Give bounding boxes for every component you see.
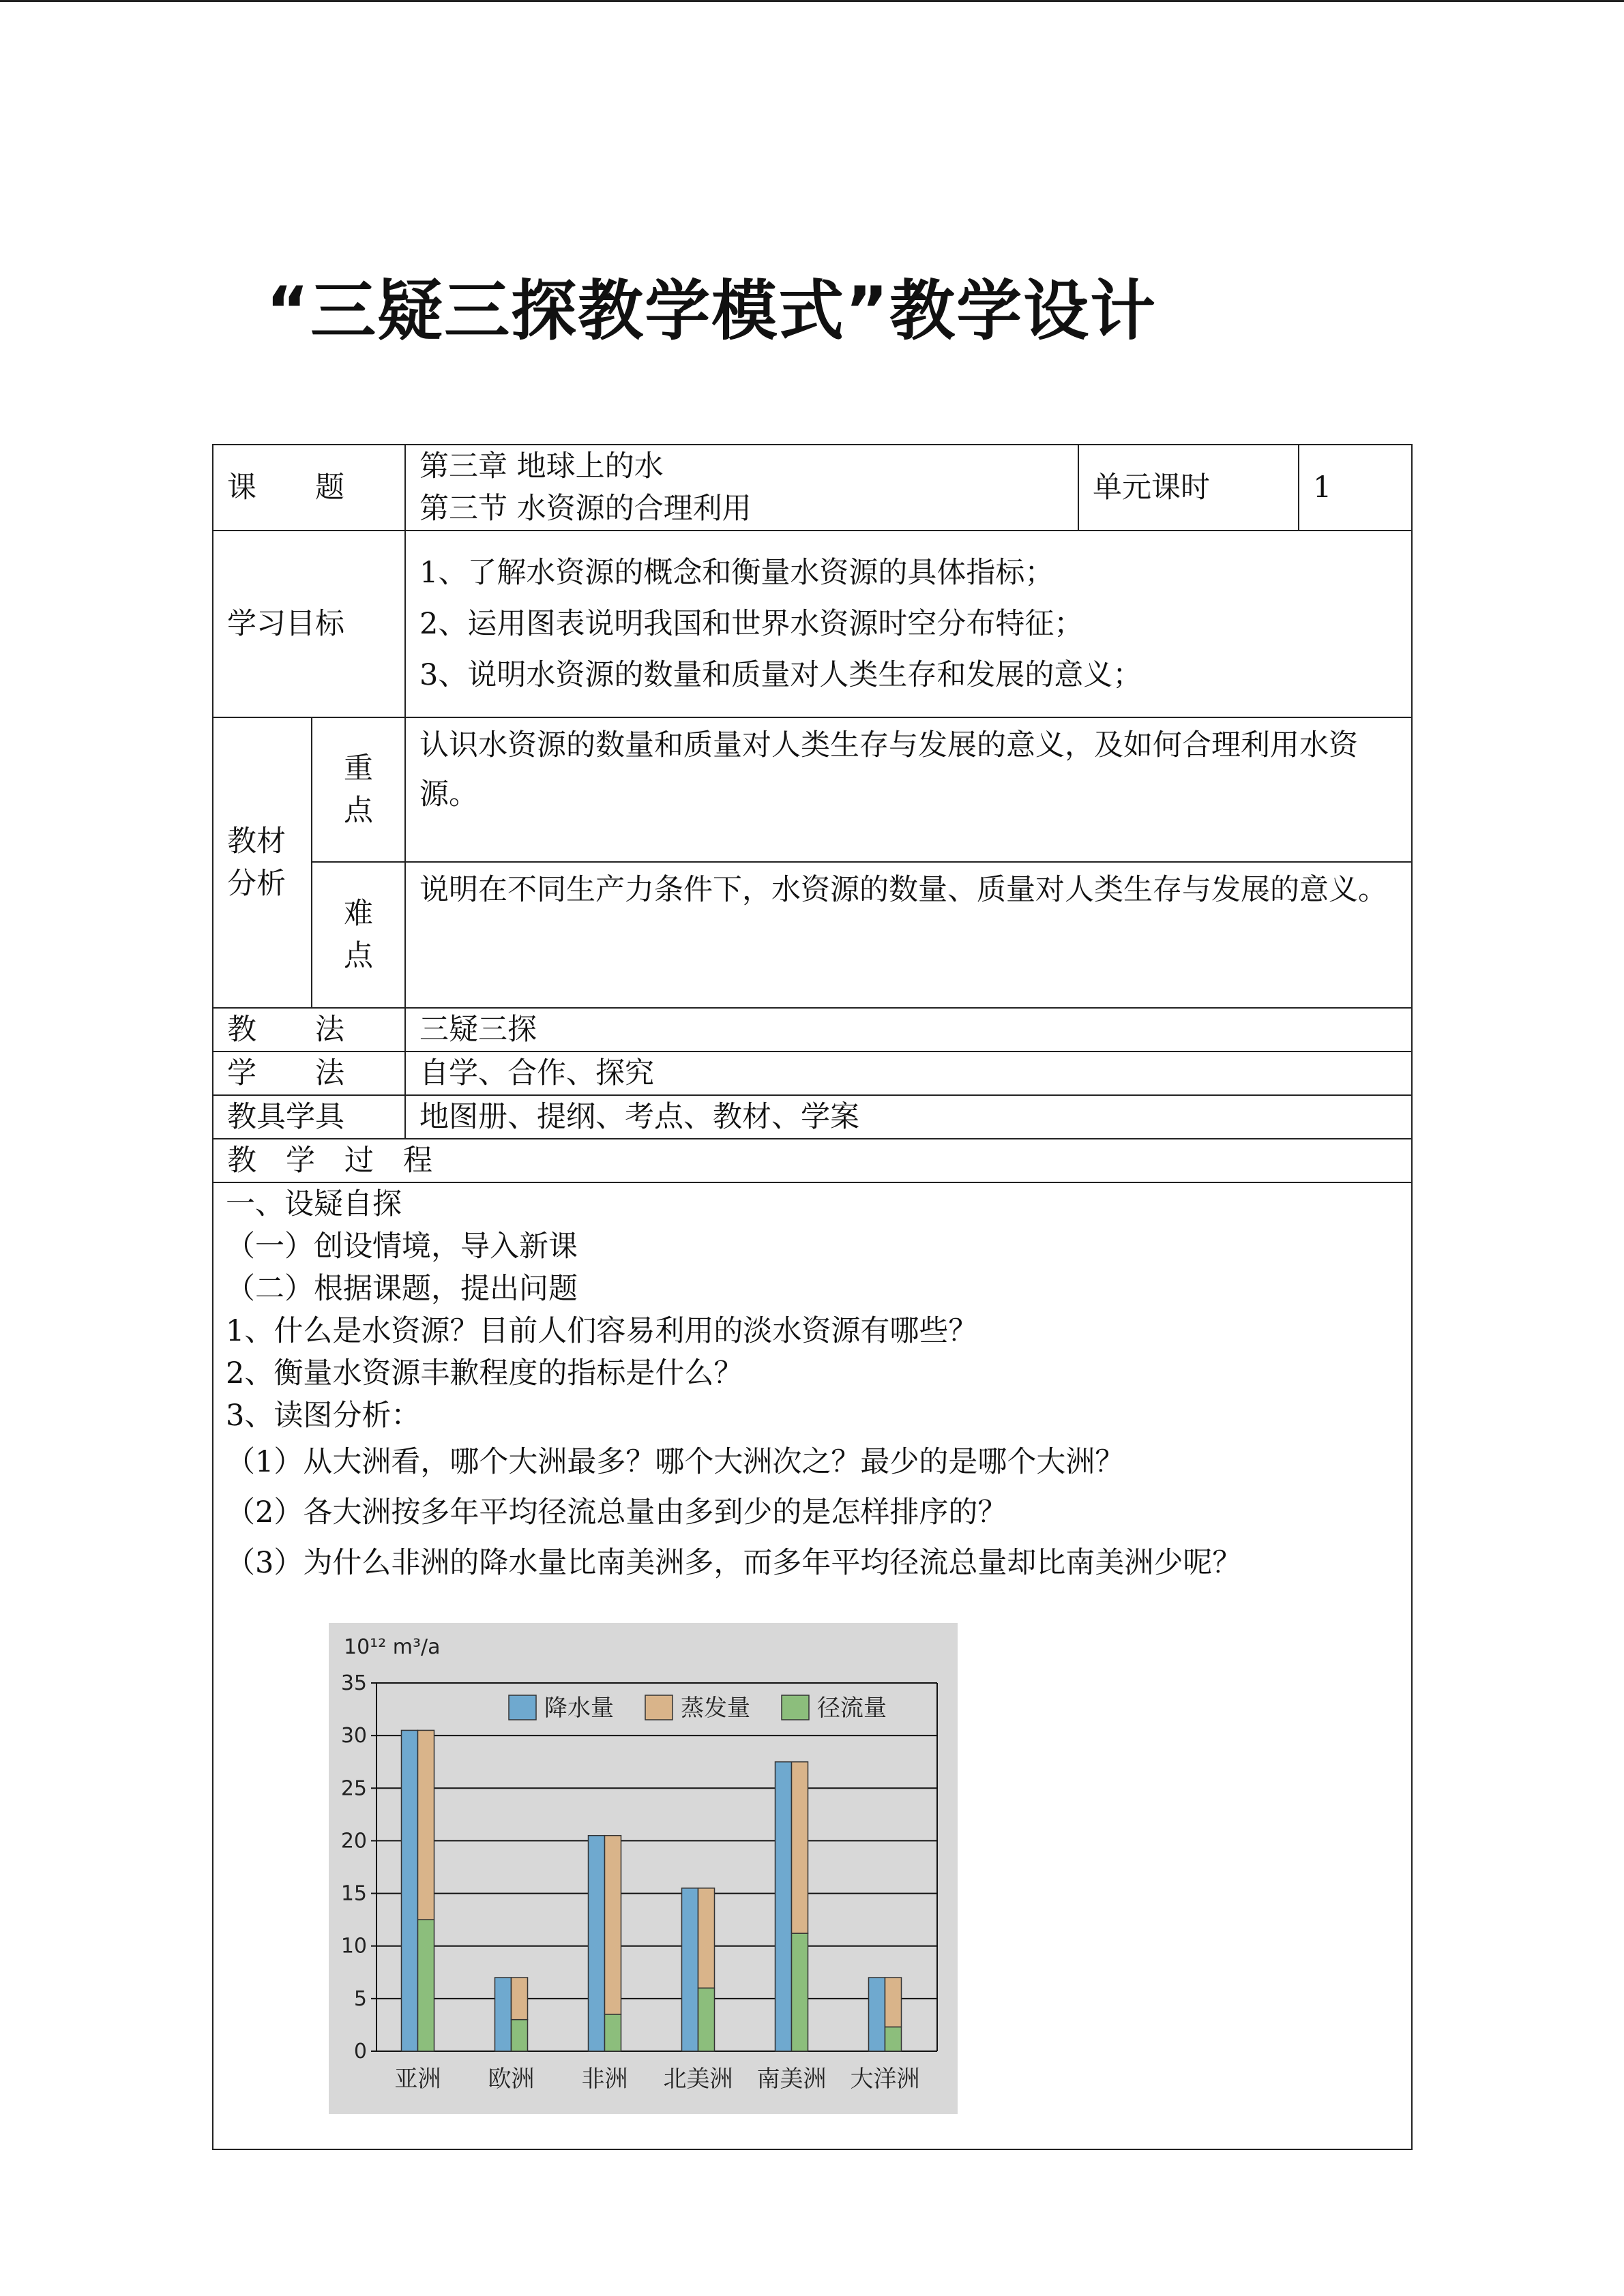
process-line: （1）从大洲看，哪个大洲最多？哪个大洲次之？最少的是哪个大洲？ [226,1445,1125,1479]
key-label: 重点 [312,717,405,862]
goal-item: 1、了解水资源的概念和衡量水资源的具体指标； [419,555,1054,590]
topic-chapter: 第三章 地球上的水 [419,449,664,483]
y-tick-label: 20 [340,1829,367,1853]
method-label: 教 法 [213,1008,405,1052]
process-line: 3、读图分析： [226,1399,421,1433]
bar-runoff [418,1920,434,2051]
key-text: 认识水资源的数量和质量对人类生存与发展的意义，及如何合理利用水资源。 [405,717,1412,862]
difficult-text: 说明在不同生产力条件下，水资源的数量、质量对人类生存与发展的意义。 [405,862,1412,1008]
bar-evaporation [698,1888,715,1988]
process-line: 2、衡量水资源丰歉程度的指标是什么？ [226,1356,743,1390]
topic-section: 第三节 水资源的合理利用 [419,492,752,526]
difficult-label: 难点 [312,862,405,1008]
row-teaching-method [213,1008,1412,1052]
x-tick-label: 北美洲 [663,2066,733,2093]
topic-label: 课 题 [227,471,344,505]
method-value: 三疑三探 [405,1008,1412,1052]
process-header: 教 学 过 程 [213,1139,1412,1182]
y-tick-label: 5 [353,1986,367,2011]
unit-hours-value: 1 [1299,445,1412,531]
chart-svg [329,1623,958,2114]
row-goals [213,531,1412,717]
bar-precipitation [776,1762,792,2051]
top-border-line [0,0,1624,2]
bar-runoff [605,2014,621,2051]
y-tick-label: 30 [340,1724,367,1748]
analysis-label: 教材分析 [213,717,312,1008]
bar-precipitation [495,1978,512,2051]
bar-evaporation [512,1978,528,2020]
bar-precipitation [869,1978,885,2051]
legend-label: 径流量 [817,1695,887,1722]
row-key-point [213,717,1412,862]
x-tick-label: 南美洲 [756,2066,827,2093]
unit-hours-label: 单元课时 [1078,445,1299,531]
water-balance-chart [329,1623,958,2114]
legend-swatch [645,1695,673,1720]
y-tick-label: 15 [340,1881,367,1906]
legend-swatch [509,1695,536,1720]
topic-value-cell [405,445,1078,531]
process-line: （2）各大洲按多年平均径流总量由多到少的是怎样排序的？ [226,1495,1007,1530]
row-process-header [213,1139,1412,1182]
bar-precipitation [682,1888,698,2051]
study-label: 学 法 [213,1052,405,1095]
legend-label: 蒸发量 [681,1695,750,1722]
process-line: （一）创设情境，导入新课 [226,1229,578,1264]
bar-precipitation [589,1836,605,2051]
x-tick-label: 大洋洲 [850,2066,920,2093]
y-tick-label: 25 [340,1776,367,1801]
y-tick-label: 10 [340,1934,367,1958]
x-tick-label: 亚洲 [394,2066,441,2093]
row-difficult-point [213,862,1412,1008]
x-tick-label: 非洲 [581,2066,628,2093]
bar-evaporation [792,1762,808,1933]
tools-value: 地图册、提纲、考点、教材、学案 [405,1095,1412,1139]
bar-evaporation [418,1730,434,1920]
y-tick-label: 0 [353,2040,367,2063]
bar-precipitation [402,1730,418,2051]
process-line: （二）根据课题，提出问题 [226,1272,578,1306]
goal-item: 2、运用图表说明我国和世界水资源时空分布特征； [419,606,1084,641]
goals-cell [405,531,1412,717]
bar-evaporation [885,1978,902,2027]
x-tick-label: 欧洲 [488,2066,535,2093]
legend-swatch [782,1695,809,1720]
row-tools [213,1095,1412,1139]
bar-evaporation [605,1836,621,2014]
process-line: 1、什么是水资源？目前人们容易利用的淡水资源有哪些？ [226,1314,978,1348]
study-value: 自学、合作、探究 [405,1052,1412,1095]
row-topic [213,445,1412,531]
bar-runoff [698,1988,715,2051]
goals-label: 学习目标 [213,531,405,717]
y-tick-label: 35 [340,1671,367,1695]
topic-label-cell [213,445,405,531]
legend-label: 降水量 [544,1695,614,1722]
tools-label: 教具学具 [213,1095,405,1139]
process-line: （3）为什么非洲的降水量比南美洲多，而多年平均径流总量却比南美洲少呢？ [226,1546,1242,1580]
bar-runoff [885,2027,902,2051]
process-line: 一、设疑自探 [226,1187,402,1221]
goal-item: 3、说明水资源的数量和质量对人类生存和发展的意义； [419,657,1142,692]
bar-runoff [512,2020,528,2051]
chart-unit-label: 10¹² m³/a [344,1635,441,1659]
row-study-method [213,1052,1412,1095]
bar-runoff [792,1933,808,2051]
document-title: “三疑三探教学模式”教学设计 [266,273,1157,349]
